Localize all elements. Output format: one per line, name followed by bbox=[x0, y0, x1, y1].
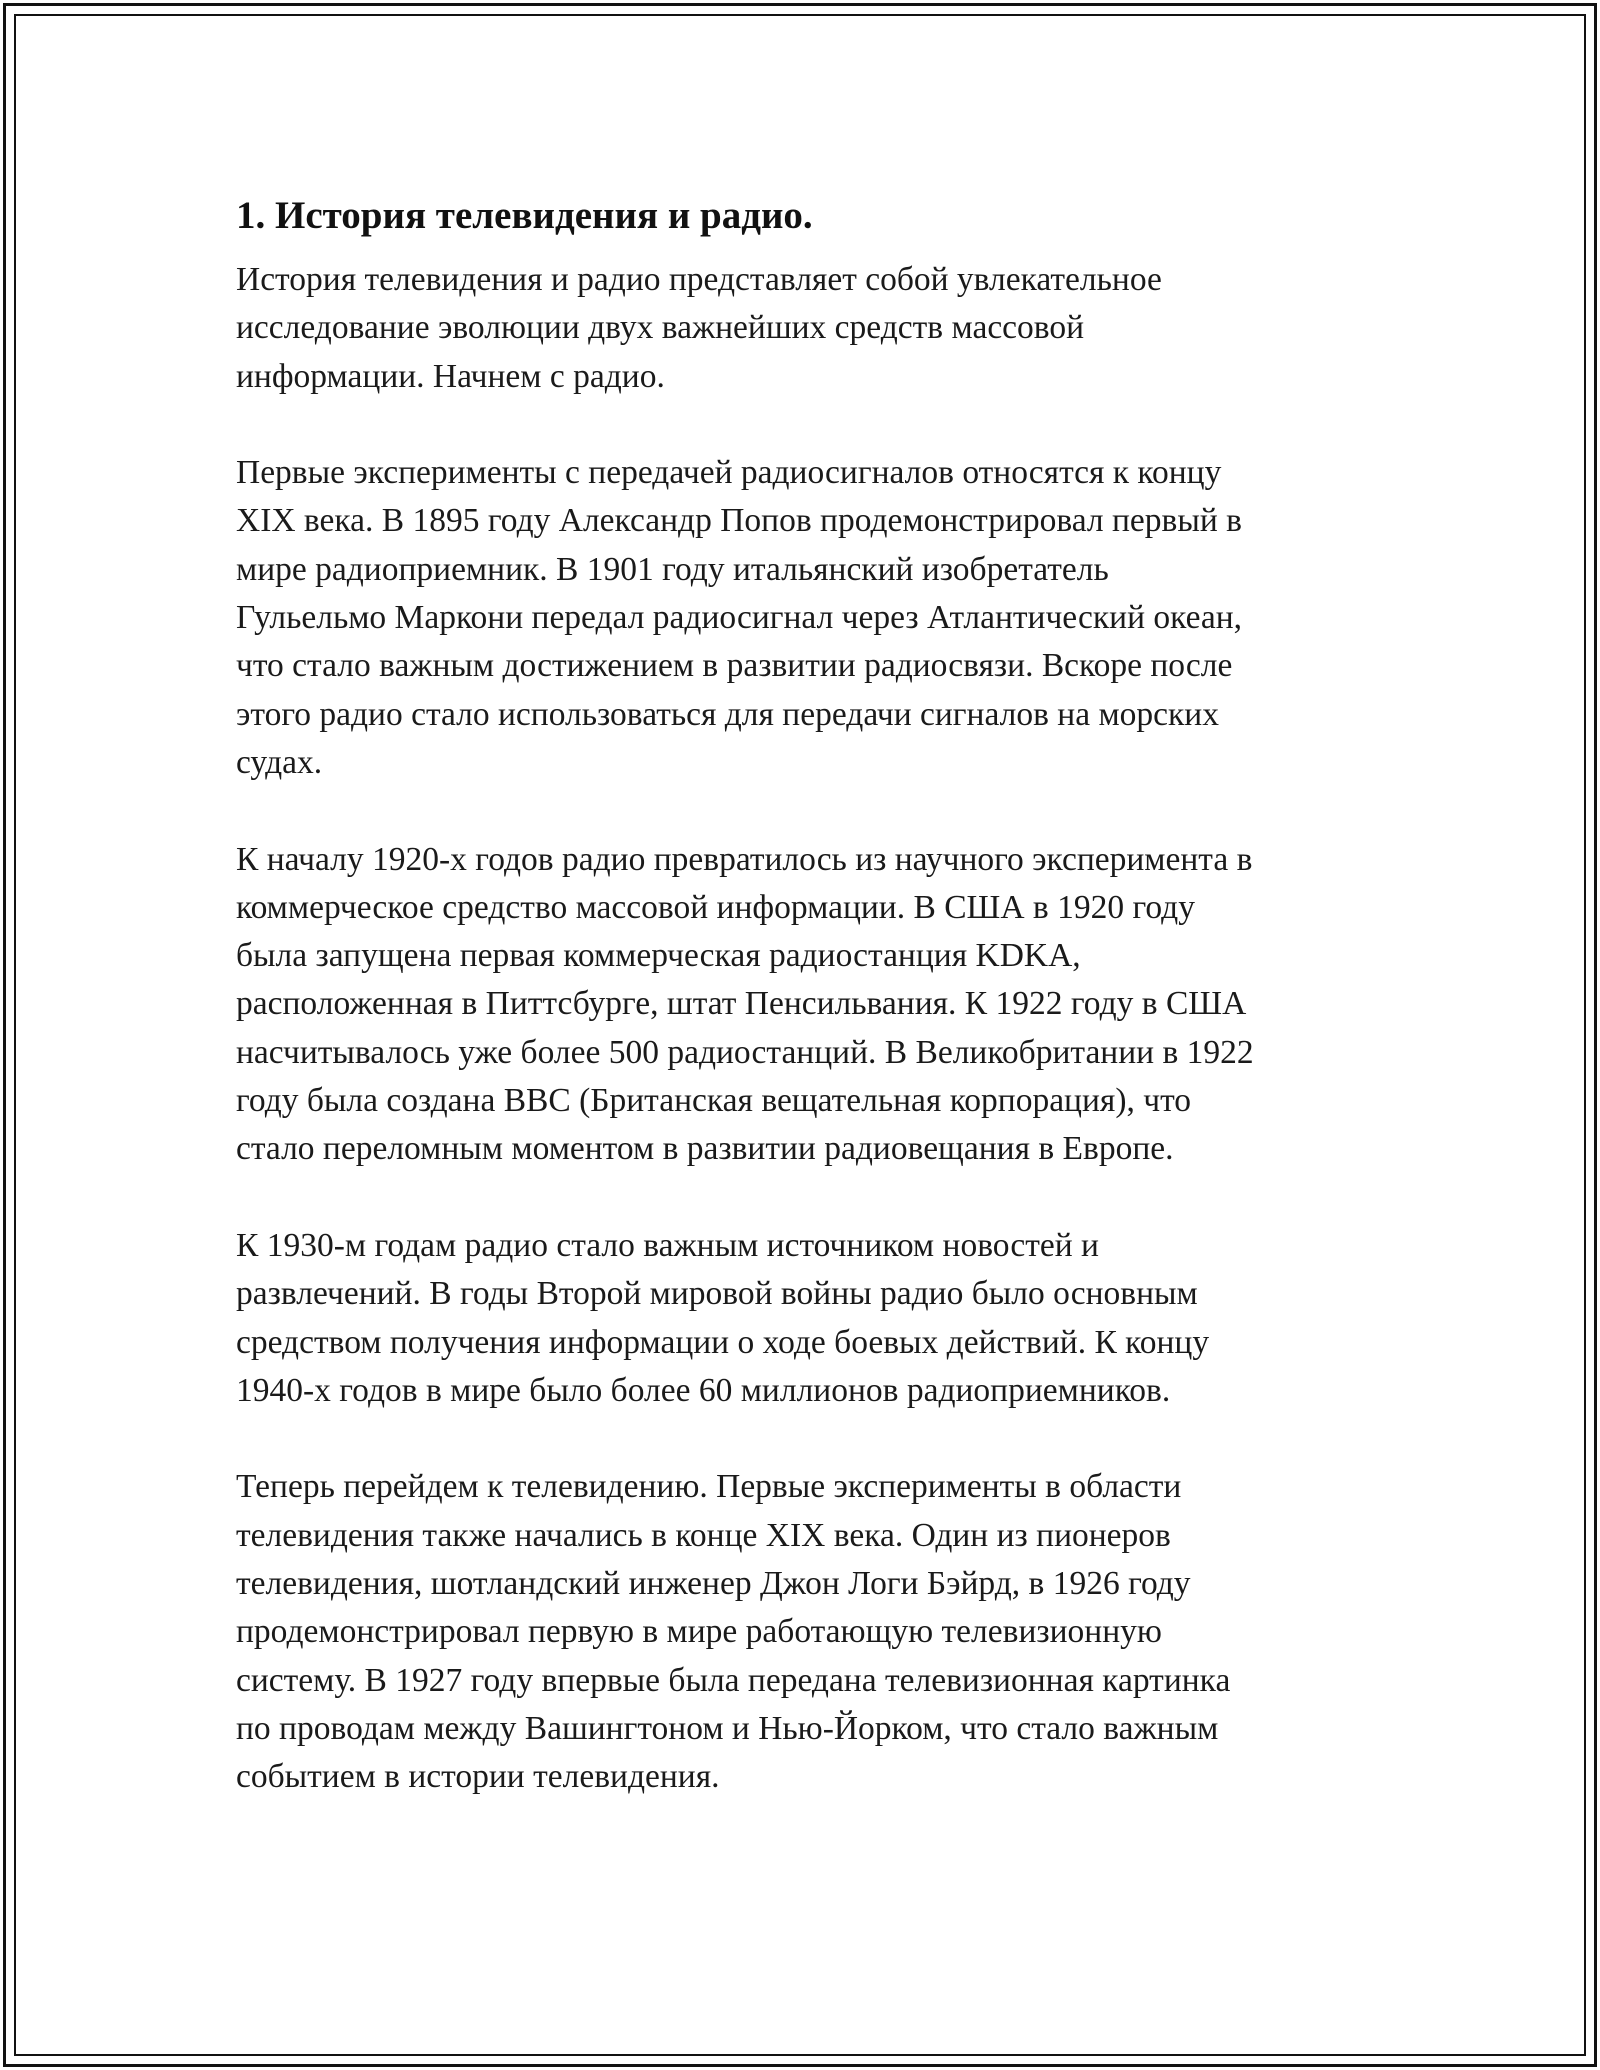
paragraph-radio-1920s: К началу 1920-х годов радио превратилось из научного эксперимента в коммерческое средство массовой информации. В США в 1920 году была запущена первая коммерческая радиостанция KDKA, расположенная в Питтсбурге, штат Пенсильвания. К 1922 году в США насчитывалось уже более 500 радиостанций. В Великобритании в 1922 году была создана BBC (Британская вещательная корпорация), что стало переломным моментом в развитии радиовещания в Европе. bbox=[236, 840, 1254, 1168]
document-body bbox=[236, 188, 1386, 1850]
paragraph-radio-1930s: К 1930-м годам радио стало важным источником новостей и развлечений. В годы Второй мировой войны радио было основным средством получения информации о ходе боевых действий. К концу 1940-х годов в мире было более 60 миллионов радиоприемников. bbox=[236, 1226, 1210, 1409]
paragraph-radio-early: Первые эксперименты с передачей радиосигналов относятся к концу XIX века. В 1895 году Александр Попов продемонстрировал первый в мире радиоприемник. В 1901 году итальянский изобретатель Гульельмо Маркони передал радиосигнал через Атлантический океан, что стало важным достижением в развитии радиосвязи. Вскоре после этого радио стало использоваться для передачи сигналов на морских судах. bbox=[236, 454, 1243, 781]
section-title: 1. История телевидения и радио. bbox=[236, 194, 813, 237]
paragraph-intro: История телевидения и радио представляет собой увлекательное исследование эволюции двух важнейших средств массовой информации. Начнем с радио. bbox=[236, 261, 1162, 395]
paragraph-television: Теперь перейдем к телевидению. Первые эксперименты в области телевидения также начались в конце XIX века. Один из пионеров телевидения, шотландский инженер Джон Логи Бэйрд, в 1926 году продемонстрировал первую в мире работающую телевизионную систему. В 1927 году впервые была передана телевизионная картинка по проводам между Вашингтоном и Нью-Йорком, что стало важным событием в истории телевидения. bbox=[236, 1468, 1231, 1796]
